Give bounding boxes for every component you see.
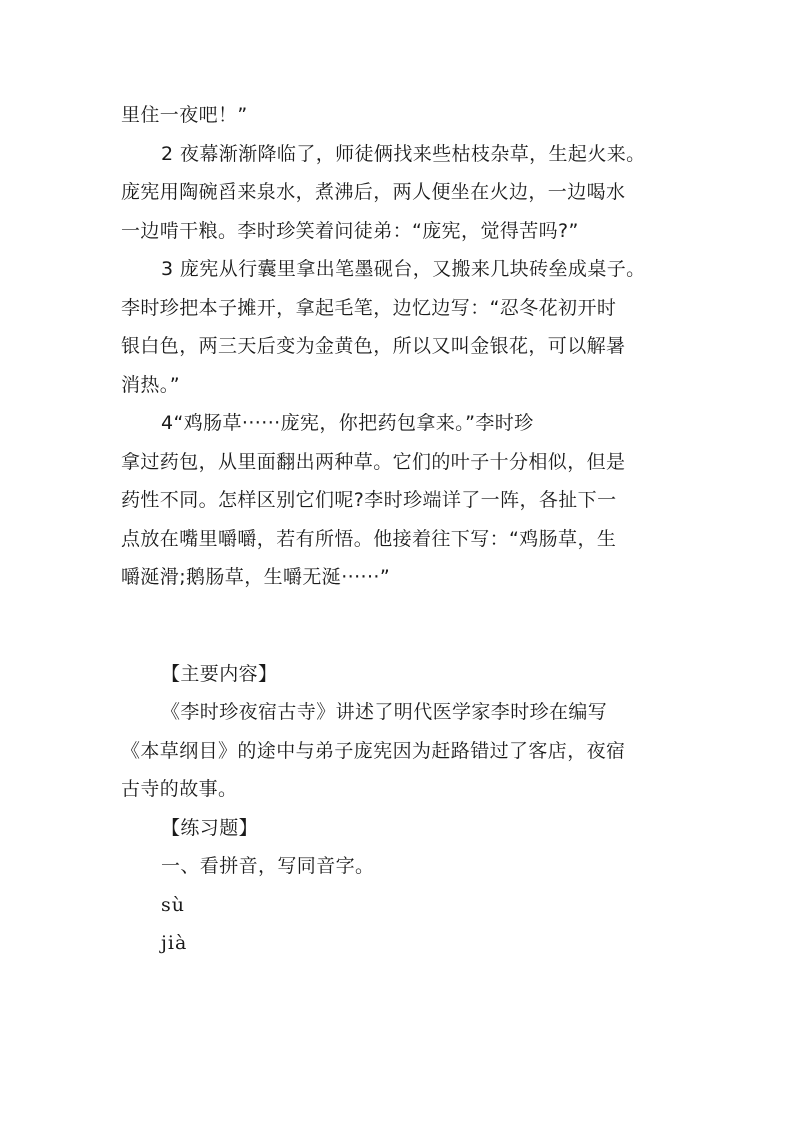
text-line: 4“鸡肠草······庞宪，你把药包拿来。”李时珍 xyxy=(161,412,534,434)
text-line: 一边啃干粮。李时珍笑着问徒弟：“庞宪，觉得苦吗?” xyxy=(121,219,579,242)
text-line: 里住一夜吧！” xyxy=(121,104,248,126)
text-line: 拿过药包，从里面翻出两种草。它们的叶子十分相似，但是 xyxy=(121,450,626,473)
section-spacer xyxy=(121,597,681,655)
document-body xyxy=(121,96,681,963)
text-line: 点放在嘴里嚼嚼，若有所悟。他接着往下写：“鸡肠草，生 xyxy=(121,527,617,550)
paragraph-4 xyxy=(121,404,681,597)
text-line: 《本草纲目》的途中与弟子庞宪因为赶路错过了客店，夜宿 xyxy=(121,739,626,762)
text-line: 庞宪用陶碗舀来泉水，煮沸后，两人便坐在火边，一边喝水 xyxy=(121,181,626,203)
paragraph-2 xyxy=(121,135,681,251)
pinyin-item: jià xyxy=(161,932,188,954)
main-content-heading: 【主要内容】 xyxy=(161,662,278,685)
exercises-heading: 【练习题】 xyxy=(161,816,259,839)
text-line: 《李时珍夜宿古寺》讲述了明代医学家李时珍在编写 xyxy=(161,701,608,723)
text-line: 药性不同。怎样区别它们呢?李时珍端详了一阵，各扯下一 xyxy=(121,489,617,511)
text-line: 古寺的故事。 xyxy=(121,778,238,800)
paragraph-3 xyxy=(121,250,681,404)
exercise-question-1: 一、看拼音，写同音字。 xyxy=(161,855,375,877)
text-line: 李时珍把本子摊开，拿起毛笔，边忆边写：“忍冬花初开时 xyxy=(121,296,617,319)
main-content-section xyxy=(121,655,681,809)
exercises-section xyxy=(121,809,681,963)
text-line: 嚼涎滑;鹅肠草，生嚼无涎······” xyxy=(121,566,391,588)
text-line: 3 庞宪从行囊里拿出笔墨砚台，又搬来几块砖垒成桌子。 xyxy=(161,258,646,280)
text-line: 银白色，两三天后变为金黄色，所以又叫金银花，可以解暑 xyxy=(121,335,626,357)
text-line: 消热。” xyxy=(121,373,180,396)
paragraph-continuation xyxy=(121,96,681,135)
text-line: 2 夜幕渐渐降临了，师徒俩找来些枯枝杂草，生起火来。 xyxy=(161,142,646,165)
pinyin-item: sù xyxy=(161,893,185,916)
